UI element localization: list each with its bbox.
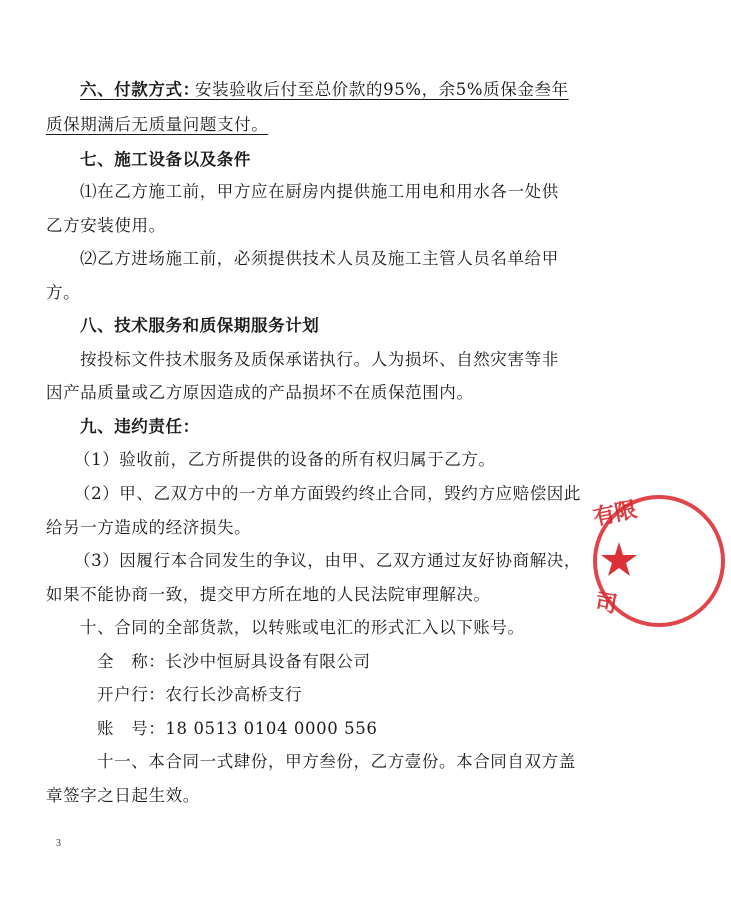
clause-9-item-2-line-2: 给另一方造成的经济损失。: [46, 518, 252, 537]
seal-stamp-icon: [589, 489, 689, 634]
page-number: 3: [56, 838, 61, 849]
clause-7-item-1-line-1: ⑴在乙方施工前，甲方应在厨房内提供施工用电和用水各一处供: [80, 182, 559, 201]
company-seal: [589, 489, 640, 634]
clause-9-item-3-line-1: （3）因履行本合同发生的争议，由甲、乙双方通过友好协商解决，: [74, 551, 581, 570]
clause-9-item-1: （1）验收前，乙方所提供的设备的所有权归属于乙方。: [74, 450, 496, 469]
seal-star-icon: [601, 542, 637, 576]
clause-9-heading: 九、违约责任：: [80, 417, 200, 436]
clause-7-item-1-line-2: 乙方安装使用。: [46, 216, 166, 235]
account-name: 全 称：长沙中恒厨具设备有限公司: [97, 652, 371, 671]
clause-8-line-1: 按投标文件技术服务及质保承诺执行。人为损坏、自然灾害等非: [80, 350, 559, 369]
clause-7-heading: 七、施工设备以及条件: [80, 150, 251, 169]
clause-11-line-1: 十一、本合同一式肆份，甲方叁份，乙方壹份。本合同自双方盖: [97, 752, 576, 771]
account-bank: 开户行：农行长沙高桥支行: [97, 685, 303, 704]
seal-text-top: 有限: [590, 496, 640, 532]
clause-8-heading: 八、技术服务和质保期服务计划: [80, 316, 320, 335]
clause-6-line-2: 质保期满后无质量问题支付。: [46, 115, 269, 134]
clause-10-line: 十、合同的全部货款，以转账或电汇的形式汇入以下账号。: [80, 618, 525, 637]
account-number: 账 号：18 0513 0104 0000 556: [97, 719, 378, 738]
seal-text-bottom: 司: [592, 588, 620, 619]
clause-7-item-2-line-2: 方。: [46, 283, 81, 302]
clause-7-item-2-line-1: ⑵乙方进场施工前，必须提供技术人员及施工主管人员名单给甲: [80, 249, 559, 268]
clause-8-line-2: 因产品质量或乙方原因造成的产品损坏不在质保范围内。: [46, 383, 474, 402]
clause-11-line-2: 章签字之日起生效。: [46, 786, 200, 805]
clause-9-item-3-line-2: 如果不能协商一致，提交甲方所在地的人民法院审理解决。: [46, 585, 491, 604]
clause-6-heading: 六、付款方式：: [80, 80, 200, 99]
clause-9-item-2-line-1: （2）甲、乙双方中的一方单方面毁约终止合同，毁约方应赔偿因此: [74, 484, 581, 503]
clause-6-text: 安装验收后付至总价款的95%，余5%质保金叁年: [195, 80, 569, 99]
